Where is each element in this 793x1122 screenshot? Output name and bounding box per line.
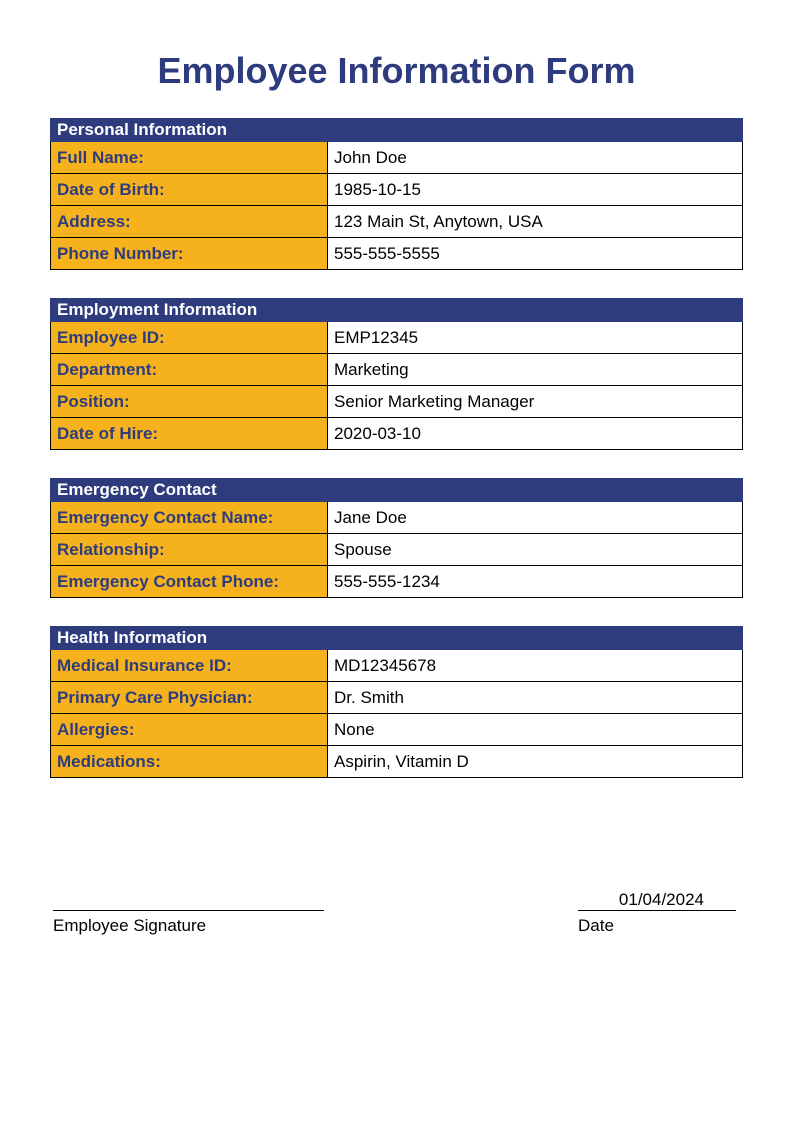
field-label: Position: (51, 386, 328, 418)
section-header: Employment Information (51, 299, 743, 322)
form-row-relationship (51, 534, 743, 566)
form-row-emergency-contact-phone (51, 566, 743, 598)
field-label: Date of Birth: (51, 174, 328, 206)
field-value-full-name[interactable]: John Doe (328, 142, 743, 174)
section-header: Emergency Contact (51, 479, 743, 502)
page-title: Employee Information Form (157, 50, 636, 91)
signature-date-value[interactable]: 01/04/2024 (618, 890, 704, 909)
form-row-medications (51, 746, 743, 778)
field-value-medications[interactable]: Aspirin, Vitamin D (328, 746, 743, 778)
emergency-contact-section (50, 478, 743, 598)
field-value-department[interactable]: Marketing (328, 354, 743, 386)
section-header-row (51, 119, 743, 142)
personal-information-section (50, 118, 743, 270)
field-value-position[interactable]: Senior Marketing Manager (328, 386, 743, 418)
employee-signature-line[interactable] (53, 910, 324, 911)
date-line (578, 910, 736, 911)
employment-information-section (50, 298, 743, 450)
field-value-relationship[interactable]: Spouse (328, 534, 743, 566)
field-label: Emergency Contact Phone: (51, 566, 328, 598)
form-row-allergies (51, 714, 743, 746)
section-header-row (51, 627, 743, 650)
field-value-primary-care-physician[interactable]: Dr. Smith (328, 682, 743, 714)
field-label: Full Name: (51, 142, 328, 174)
field-value-date-of-birth[interactable]: 1985-10-15 (328, 174, 743, 206)
form-row-department (51, 354, 743, 386)
field-label: Phone Number: (51, 238, 328, 270)
form-row-date-of-birth (51, 174, 743, 206)
field-label: Department: (51, 354, 328, 386)
form-row-date-of-hire (51, 418, 743, 450)
form-row-medical-insurance-id (51, 650, 743, 682)
field-value-medical-insurance-id[interactable]: MD12345678 (328, 650, 743, 682)
section-header-row (51, 299, 743, 322)
field-value-address[interactable]: 123 Main St, Anytown, USA (328, 206, 743, 238)
field-label: Relationship: (51, 534, 328, 566)
form-row-full-name (51, 142, 743, 174)
section-header: Health Information (51, 627, 743, 650)
form-row-position (51, 386, 743, 418)
field-label: Emergency Contact Name: (51, 502, 328, 534)
date-label: Date (578, 916, 614, 935)
section-header-row (51, 479, 743, 502)
field-value-emergency-contact-name[interactable]: Jane Doe (328, 502, 743, 534)
form-row-employee-id (51, 322, 743, 354)
section-header: Personal Information (51, 119, 743, 142)
field-label: Medications: (51, 746, 328, 778)
field-label: Address: (51, 206, 328, 238)
field-label: Date of Hire: (51, 418, 328, 450)
field-value-allergies[interactable]: None (328, 714, 743, 746)
field-value-date-of-hire[interactable]: 2020-03-10 (328, 418, 743, 450)
field-label: Primary Care Physician: (51, 682, 328, 714)
field-value-phone-number[interactable]: 555-555-5555 (328, 238, 743, 270)
field-label: Employee ID: (51, 322, 328, 354)
field-value-emergency-contact-phone[interactable]: 555-555-1234 (328, 566, 743, 598)
employee-signature-label: Employee Signature (53, 916, 207, 935)
form-row-primary-care-physician (51, 682, 743, 714)
field-label: Medical Insurance ID: (51, 650, 328, 682)
field-value-employee-id[interactable]: EMP12345 (328, 322, 743, 354)
form-row-emergency-contact-name (51, 502, 743, 534)
field-label: Allergies: (51, 714, 328, 746)
health-information-section (50, 626, 743, 778)
form-row-address (51, 206, 743, 238)
form-row-phone-number (51, 238, 743, 270)
